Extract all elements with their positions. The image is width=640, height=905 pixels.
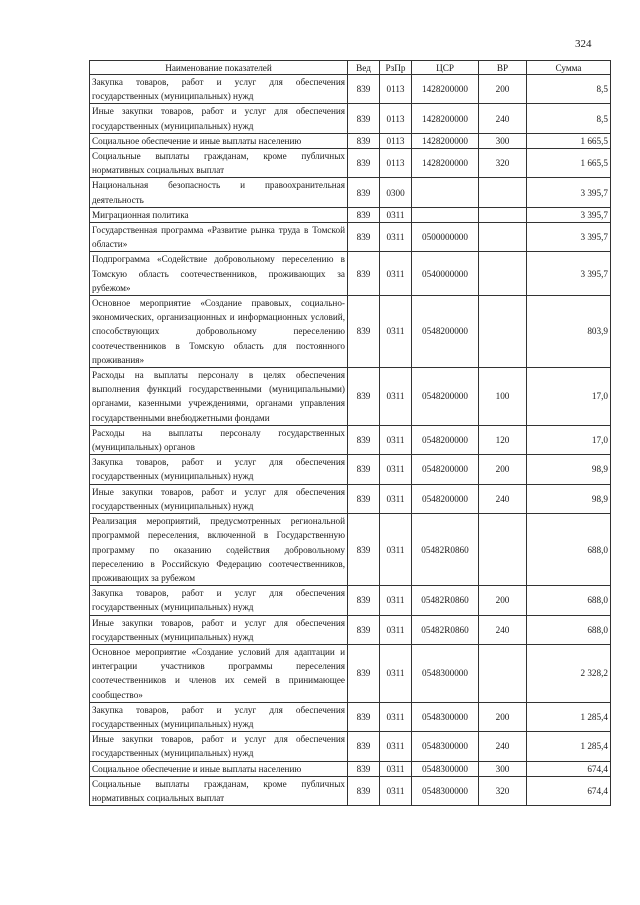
row-name: Национальная безопасность и правоохранительная деятельность — [90, 178, 348, 207]
header-name: Наименование показателей — [90, 61, 348, 75]
row-rzpr: 0113 — [380, 75, 412, 104]
row-name: Закупка товаров, работ и услуг для обеспечения государственных (муниципальных) нужд — [90, 702, 348, 731]
table-row — [90, 75, 611, 104]
row-sum: 1 285,4 — [527, 732, 611, 761]
row-rzpr: 0311 — [380, 455, 412, 484]
header-ved: Вед — [348, 61, 380, 75]
header-sum: Сумма — [527, 61, 611, 75]
row-name: Подпрограмма «Содействие добровольному переселению в Томскую область соотечественников, проживающих за рубежом» — [90, 252, 348, 296]
header-vr: ВР — [479, 61, 527, 75]
row-sum: 17,0 — [527, 368, 611, 426]
row-ved: 839 — [348, 133, 380, 148]
row-vr — [479, 252, 527, 296]
row-name: Реализация мероприятий, предусмотренных региональной программой переселения, включенной в Государственную программу по оказанию содействия добровольному переселению в Российскую Федерацию соотечественников, проживающих за рубежом — [90, 514, 348, 586]
row-name: Государственная программа «Развитие рынка труда в Томской области» — [90, 223, 348, 252]
row-vr: 240 — [479, 615, 527, 644]
row-ved: 839 — [348, 149, 380, 178]
row-ved: 839 — [348, 104, 380, 133]
table-row — [90, 615, 611, 644]
budget-table — [89, 60, 611, 806]
table-row — [90, 223, 611, 252]
row-rzpr: 0311 — [380, 644, 412, 702]
table-row — [90, 178, 611, 207]
row-ved: 839 — [348, 484, 380, 513]
row-name: Иные закупки товаров, работ и услуг для обеспечения государственных (муниципальных) нужд — [90, 615, 348, 644]
row-ved: 839 — [348, 178, 380, 207]
row-name: Расходы на выплаты персоналу в целях обеспечения выполнения функций государственными (муниципальными) органами, казенными учреждениями, органами управления государственными внебюджетными фондами — [90, 368, 348, 426]
row-vr — [479, 296, 527, 368]
row-name: Иные закупки товаров, работ и услуг для обеспечения государственных (муниципальных) нужд — [90, 484, 348, 513]
row-vr — [479, 644, 527, 702]
row-sum: 1 665,5 — [527, 149, 611, 178]
row-csr: 05482R0860 — [412, 586, 479, 615]
table-row — [90, 586, 611, 615]
row-rzpr: 0311 — [380, 615, 412, 644]
header-rzpr: РзПр — [380, 61, 412, 75]
row-vr: 300 — [479, 761, 527, 776]
row-csr: 05482R0860 — [412, 615, 479, 644]
row-vr: 300 — [479, 133, 527, 148]
row-vr: 320 — [479, 149, 527, 178]
header-csr: ЦСР — [412, 61, 479, 75]
row-vr: 240 — [479, 732, 527, 761]
table-row — [90, 761, 611, 776]
row-name: Социальное обеспечение и иные выплаты населению — [90, 761, 348, 776]
row-rzpr: 0311 — [380, 776, 412, 805]
row-ved: 839 — [348, 455, 380, 484]
row-csr — [412, 178, 479, 207]
row-ved: 839 — [348, 732, 380, 761]
row-vr: 120 — [479, 425, 527, 454]
row-vr: 200 — [479, 75, 527, 104]
row-csr: 05482R0860 — [412, 514, 479, 586]
row-rzpr: 0311 — [380, 252, 412, 296]
row-vr — [479, 178, 527, 207]
row-ved: 839 — [348, 223, 380, 252]
row-csr — [412, 207, 479, 222]
row-sum: 3 395,7 — [527, 178, 611, 207]
row-rzpr: 0311 — [380, 761, 412, 776]
row-ved: 839 — [348, 586, 380, 615]
row-sum: 1 285,4 — [527, 702, 611, 731]
row-name: Закупка товаров, работ и услуг для обеспечения государственных (муниципальных) нужд — [90, 75, 348, 104]
row-vr: 240 — [479, 104, 527, 133]
row-rzpr: 0311 — [380, 702, 412, 731]
row-csr: 0540000000 — [412, 252, 479, 296]
row-sum: 674,4 — [527, 776, 611, 805]
row-name: Закупка товаров, работ и услуг для обеспечения государственных (муниципальных) нужд — [90, 455, 348, 484]
table-row — [90, 149, 611, 178]
row-name: Основное мероприятие «Создание условий для адаптации и интеграции участников программы переселения соотечественников и членов их семей в принимающее сообщество» — [90, 644, 348, 702]
table-row — [90, 732, 611, 761]
row-ved: 839 — [348, 75, 380, 104]
row-sum: 8,5 — [527, 75, 611, 104]
row-csr: 0548300000 — [412, 644, 479, 702]
row-rzpr: 0311 — [380, 223, 412, 252]
row-name: Расходы на выплаты персоналу государственных (муниципальных) органов — [90, 425, 348, 454]
row-vr: 200 — [479, 586, 527, 615]
row-sum: 3 395,7 — [527, 223, 611, 252]
row-ved: 839 — [348, 207, 380, 222]
row-name: Миграционная политика — [90, 207, 348, 222]
row-rzpr: 0113 — [380, 133, 412, 148]
row-csr: 1428200000 — [412, 133, 479, 148]
row-rzpr: 0311 — [380, 484, 412, 513]
row-csr: 1428200000 — [412, 75, 479, 104]
row-csr: 0548200000 — [412, 484, 479, 513]
table-header — [90, 61, 611, 75]
row-sum: 674,4 — [527, 761, 611, 776]
row-rzpr: 0311 — [380, 425, 412, 454]
row-sum: 98,9 — [527, 484, 611, 513]
row-csr: 0548300000 — [412, 761, 479, 776]
table-row — [90, 133, 611, 148]
row-vr: 320 — [479, 776, 527, 805]
row-name: Социальное обеспечение и иные выплаты населению — [90, 133, 348, 148]
row-csr: 1428200000 — [412, 104, 479, 133]
row-sum: 3 395,7 — [527, 252, 611, 296]
row-sum: 98,9 — [527, 455, 611, 484]
row-vr: 100 — [479, 368, 527, 426]
row-name: Иные закупки товаров, работ и услуг для обеспечения государственных (муниципальных) нужд — [90, 732, 348, 761]
row-sum: 2 328,2 — [527, 644, 611, 702]
row-rzpr: 0113 — [380, 149, 412, 178]
row-rzpr: 0311 — [380, 296, 412, 368]
row-vr: 200 — [479, 455, 527, 484]
row-csr: 1428200000 — [412, 149, 479, 178]
row-sum: 688,0 — [527, 615, 611, 644]
row-sum: 3 395,7 — [527, 207, 611, 222]
table-row — [90, 776, 611, 805]
row-csr: 0548200000 — [412, 296, 479, 368]
row-name: Социальные выплаты гражданам, кроме публичных нормативных социальных выплат — [90, 776, 348, 805]
row-sum: 688,0 — [527, 586, 611, 615]
table-body — [90, 75, 611, 806]
row-csr: 0548300000 — [412, 702, 479, 731]
row-ved: 839 — [348, 252, 380, 296]
table-row — [90, 484, 611, 513]
table-row — [90, 368, 611, 426]
row-vr — [479, 207, 527, 222]
row-rzpr: 0311 — [380, 514, 412, 586]
header-row — [90, 61, 611, 75]
row-ved: 839 — [348, 368, 380, 426]
row-vr: 240 — [479, 484, 527, 513]
row-csr: 0548200000 — [412, 368, 479, 426]
row-name: Социальные выплаты гражданам, кроме публичных нормативных социальных выплат — [90, 149, 348, 178]
row-name: Основное мероприятие «Создание правовых, социально-экономических, организационных и информационных условий, способствующих добровольному переселению соотечественников в Томскую область для постоянного проживания» — [90, 296, 348, 368]
row-rzpr: 0311 — [380, 368, 412, 426]
row-vr: 200 — [479, 702, 527, 731]
table-row — [90, 252, 611, 296]
table-row — [90, 455, 611, 484]
table-row — [90, 296, 611, 368]
row-csr: 0548200000 — [412, 455, 479, 484]
row-sum: 8,5 — [527, 104, 611, 133]
row-csr: 0548300000 — [412, 732, 479, 761]
page-number: 324 — [575, 38, 592, 50]
row-rzpr: 0311 — [380, 207, 412, 222]
row-ved: 839 — [348, 702, 380, 731]
row-vr — [479, 223, 527, 252]
row-sum: 688,0 — [527, 514, 611, 586]
row-name: Закупка товаров, работ и услуг для обеспечения государственных (муниципальных) нужд — [90, 586, 348, 615]
row-ved: 839 — [348, 761, 380, 776]
row-ved: 839 — [348, 615, 380, 644]
row-sum: 803,9 — [527, 296, 611, 368]
row-name: Иные закупки товаров, работ и услуг для обеспечения государственных (муниципальных) нужд — [90, 104, 348, 133]
table-row — [90, 644, 611, 702]
row-rzpr: 0311 — [380, 586, 412, 615]
row-rzpr: 0311 — [380, 732, 412, 761]
table-row — [90, 702, 611, 731]
row-rzpr: 0300 — [380, 178, 412, 207]
row-csr: 0548300000 — [412, 776, 479, 805]
row-csr: 0500000000 — [412, 223, 479, 252]
table-row — [90, 425, 611, 454]
table-row — [90, 514, 611, 586]
row-vr — [479, 514, 527, 586]
row-ved: 839 — [348, 644, 380, 702]
table-row — [90, 207, 611, 222]
row-ved: 839 — [348, 296, 380, 368]
row-sum: 1 665,5 — [527, 133, 611, 148]
table-row — [90, 104, 611, 133]
row-ved: 839 — [348, 776, 380, 805]
row-rzpr: 0113 — [380, 104, 412, 133]
row-ved: 839 — [348, 514, 380, 586]
row-ved: 839 — [348, 425, 380, 454]
row-sum: 17,0 — [527, 425, 611, 454]
row-csr: 0548200000 — [412, 425, 479, 454]
